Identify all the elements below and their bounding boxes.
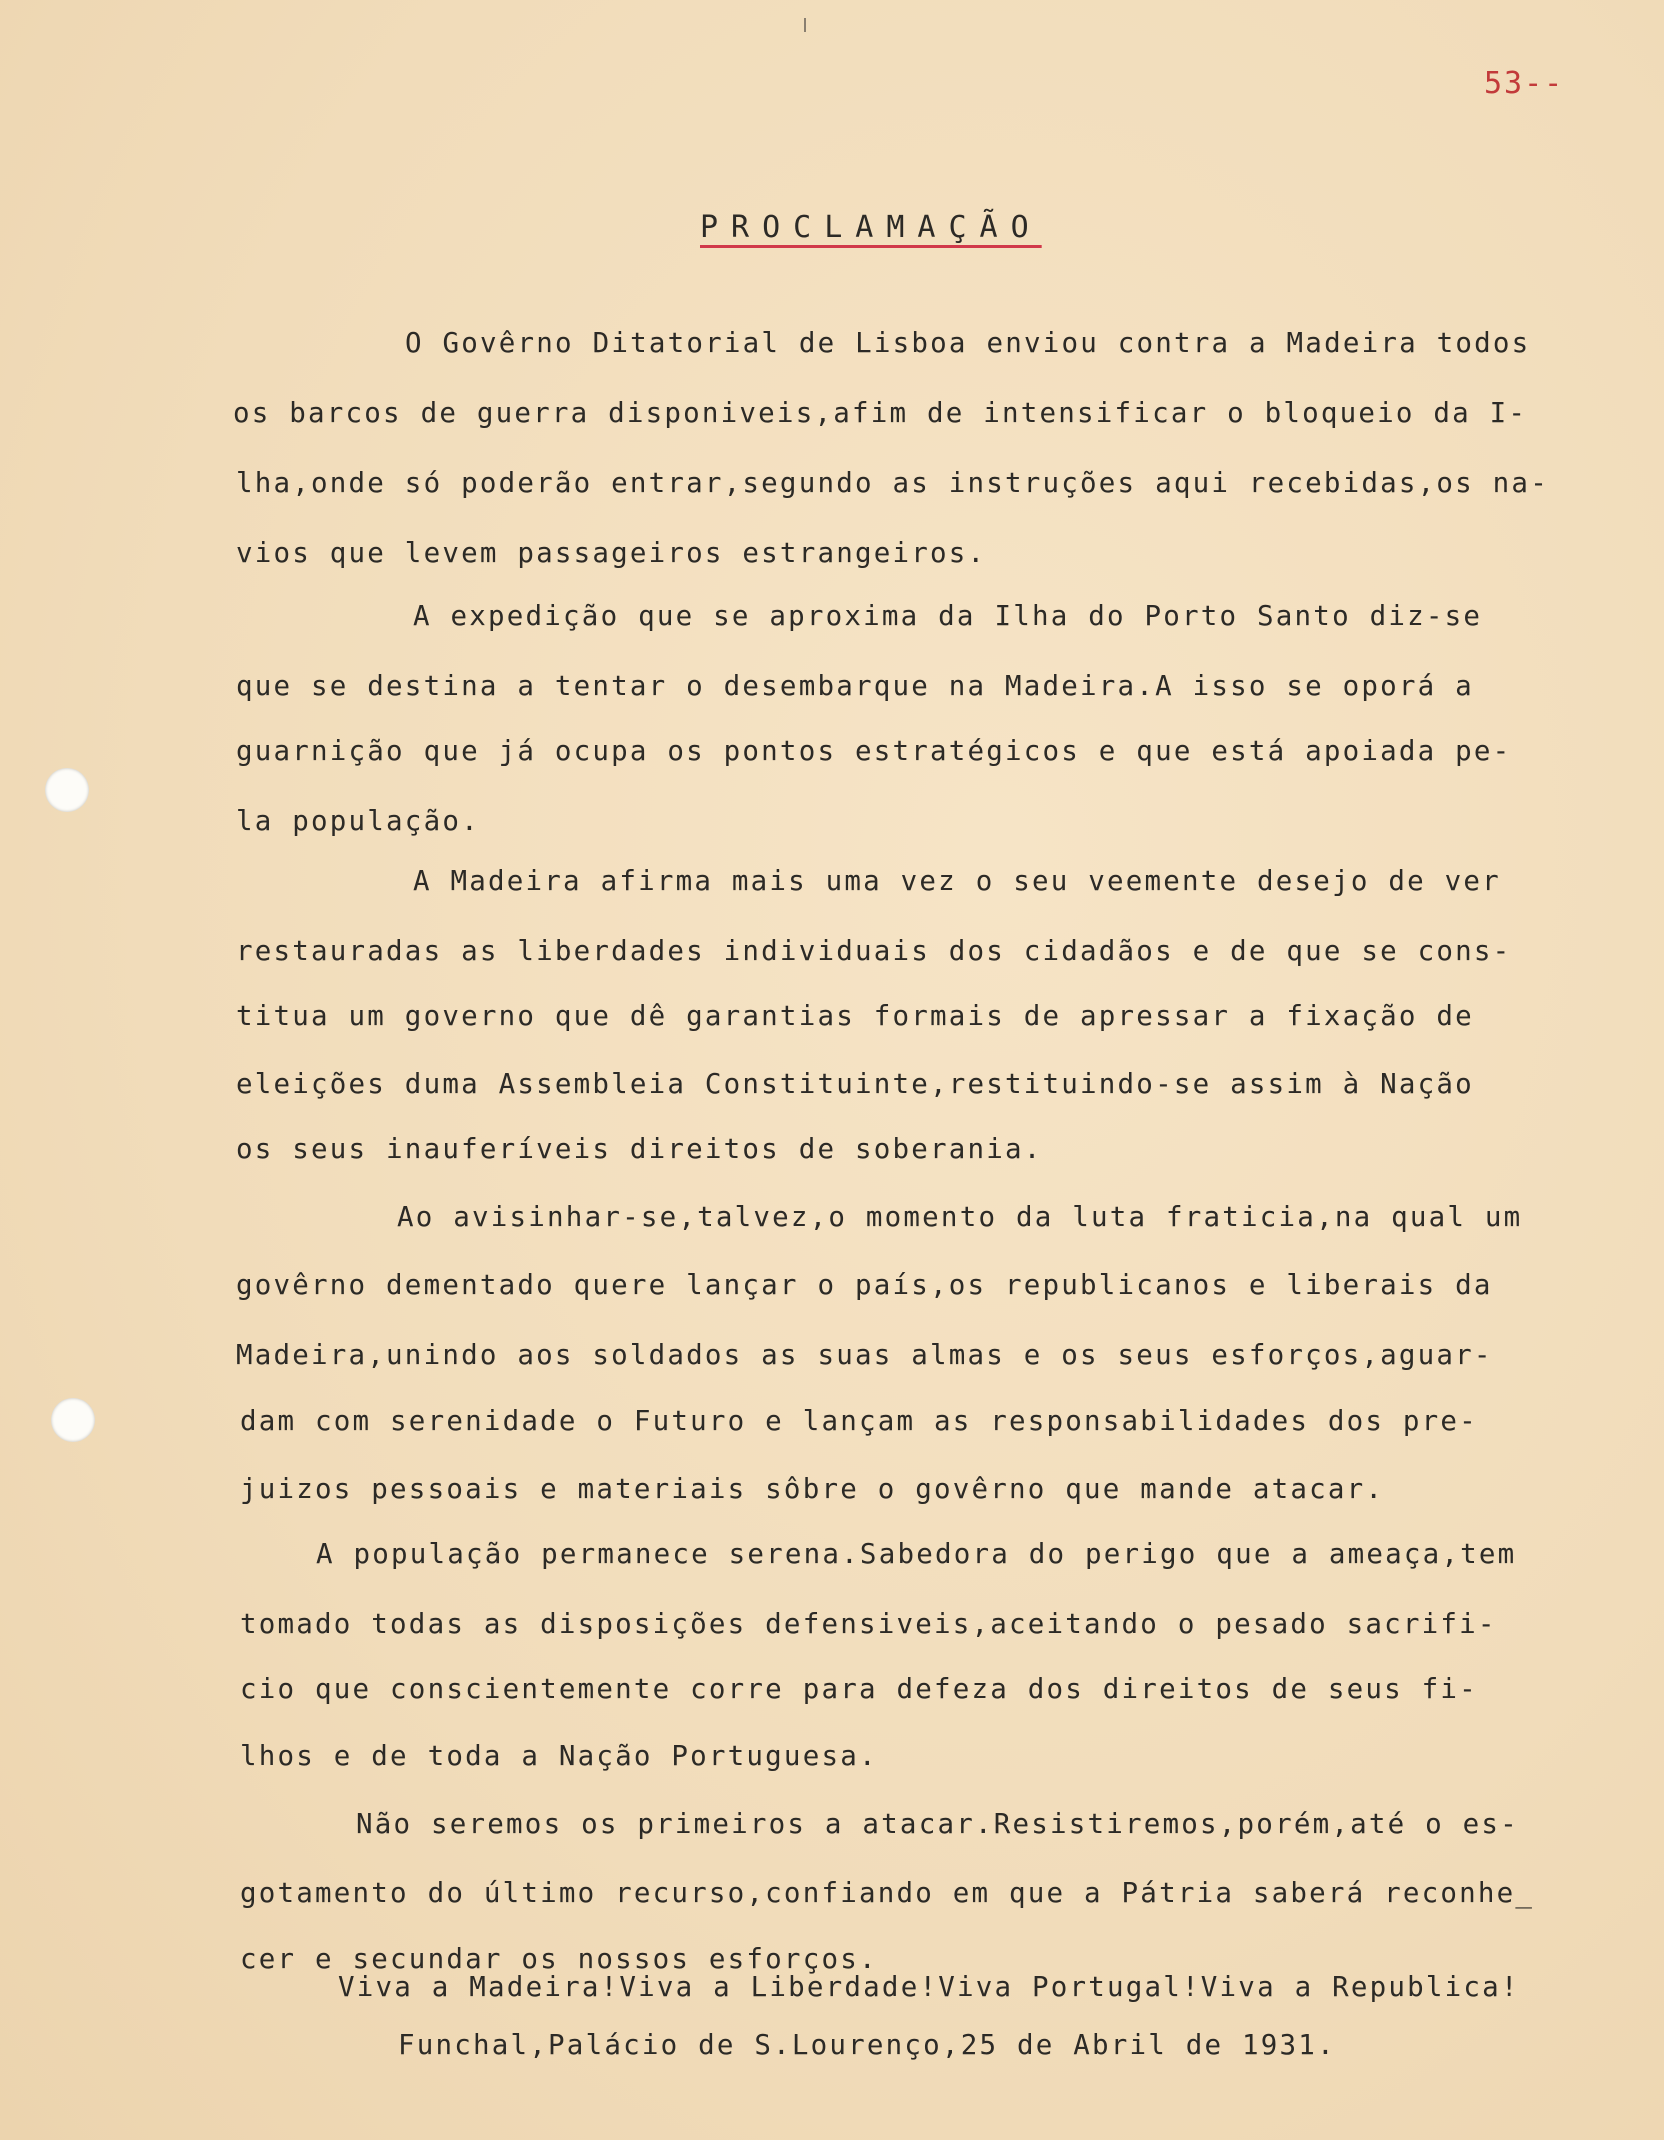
text-line: govêrno dementado quere lançar o país,os republicanos e liberais da <box>236 1269 1493 1301</box>
text-line: Madeira,unindo aos soldados as suas almas e os seus esforços,aguar- <box>236 1339 1493 1371</box>
text-line: O Govêrno Ditatorial de Lisboa enviou contra a Madeira todos <box>405 327 1531 359</box>
text-line: vios que levem passageiros estrangeiros. <box>236 537 987 569</box>
text-line: restauradas as liberdades individuais dos cidadãos e de que se cons- <box>236 935 1512 967</box>
punch-hole <box>45 768 89 812</box>
margin-mark <box>804 18 806 32</box>
text-line: A população permanece serena.Sabedora do perigo que a ameaça,tem <box>316 1538 1517 1570</box>
page-number: 53-- <box>1484 66 1565 101</box>
text-line: Ao avisinhar-se,talvez,o momento da luta fraticia,na qual um <box>397 1201 1523 1233</box>
text-line: lha,onde só poderão entrar,segundo as instruções aqui recebidas,os na- <box>236 467 1549 499</box>
text-line: A expedição que se aproxima da Ilha do Porto Santo diz-se <box>413 600 1483 632</box>
text-line: os seus inauferíveis direitos de soberania. <box>236 1133 1043 1165</box>
text-line: juizos pessoais e materiais sôbre o govêrno que mande atacar. <box>240 1473 1385 1505</box>
punch-hole <box>51 1398 95 1442</box>
text-line: guarnição que já ocupa os pontos estratégicos e que está apoiada pe- <box>236 735 1512 767</box>
text-line: lhos e de toda a Nação Portuguesa. <box>240 1740 878 1772</box>
text-line: eleições duma Assembleia Constituinte,restituindo-se assim à Nação <box>236 1068 1474 1100</box>
text-line: A Madeira afirma mais uma vez o seu veemente desejo de ver <box>413 865 1501 897</box>
text-line: cer e secundar os nossos esforços. <box>240 1943 878 1975</box>
text-line: gotamento do último recurso,confiando em que a Pátria saberá reconhe_ <box>240 1877 1535 1909</box>
text-line: dam com serenidade o Futuro e lançam as responsabilidades dos pre- <box>240 1405 1478 1437</box>
text-line: os barcos de guerra disponiveis,afim de intensificar o bloqueio da I- <box>233 397 1528 429</box>
text-line: cio que conscientemente corre para defeza dos direitos de seus fi- <box>240 1673 1478 1705</box>
text-line: Funchal,Palácio de S.Lourenço,25 de Abril de 1931. <box>398 2029 1336 2061</box>
text-line: titua um governo que dê garantias formais de apressar a fixação de <box>236 1000 1474 1032</box>
text-line: Viva a Madeira!Viva a Liberdade!Viva Portugal!Viva a Republica! <box>338 1971 1520 2003</box>
text-line: la população. <box>236 805 480 837</box>
text-line: tomado todas as disposições defensiveis,aceitando o pesado sacrifi- <box>240 1608 1497 1640</box>
page-title: PROCLAMAÇÃO <box>700 210 1042 245</box>
text-line: Não seremos os primeiros a atacar.Resistiremos,porém,até o es- <box>356 1808 1519 1840</box>
text-line: que se destina a tentar o desembarque na Madeira.A isso se oporá a <box>236 670 1474 702</box>
